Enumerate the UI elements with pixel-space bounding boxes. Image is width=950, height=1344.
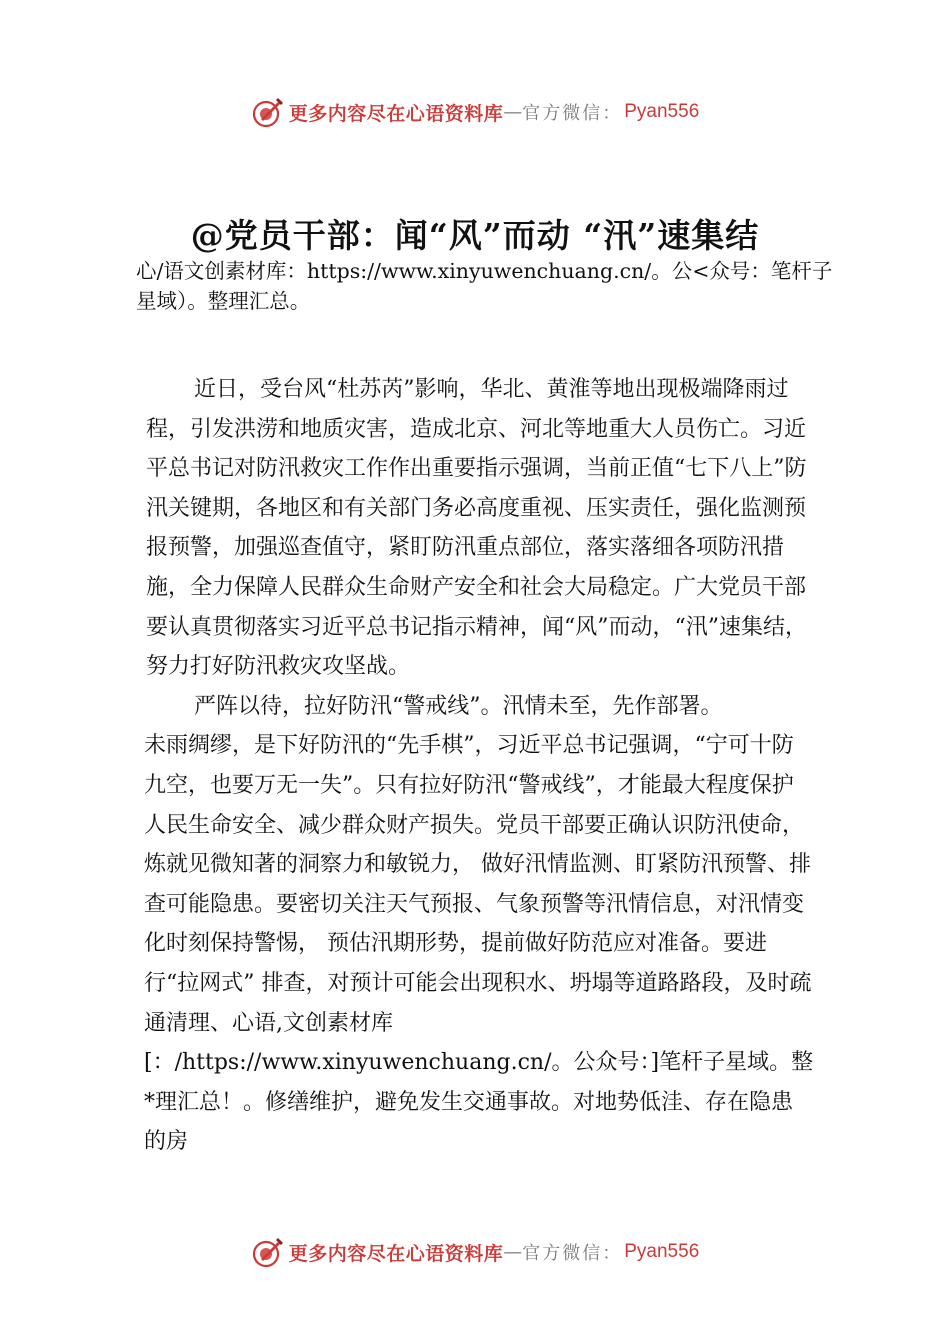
wechat-account: Pyan556 bbox=[624, 101, 700, 122]
quill-pen-circle-icon bbox=[251, 1235, 285, 1269]
document-body bbox=[146, 370, 814, 1162]
document-title: @党员干部：闻“风”而动 “汛”速集结 bbox=[190, 216, 760, 255]
paragraph: 近日，受台风“杜苏芮”影响，华北、黄淮等地出现极端降雨过程，引发洪涝和地质灾害，造成北京、河北等地重大人员伤亡。习近平总书记对防汛救灾工作作出重要指示强调，当前正值“七下八上”防汛关键期，各地区和有关部门务必高度重视、压实责任，强化监测预报预警，加强巡查值守，紧盯防汛重点部位，落实落细各项防汛措施，全力保障人民群众生命财产安全和社会大局稳定。广大党员干部要认真贯彻落实习近平总书记指示精神，闻“风”而动，“汛”速集结，努力打好防汛救灾攻坚战。 bbox=[146, 377, 807, 680]
wechat-label: 官方微信： bbox=[522, 103, 623, 124]
header-watermark-banner bbox=[0, 92, 950, 132]
banner-separator: — bbox=[503, 1241, 523, 1263]
banner-separator: — bbox=[503, 101, 523, 123]
quill-pen-circle-icon bbox=[251, 95, 285, 129]
brand-text: 更多内容尽在心语资料库 bbox=[288, 1242, 504, 1265]
footer-watermark-banner bbox=[0, 1232, 950, 1272]
section-heading-paragraph: 严阵以待，拉好防汛“警戒线”。汛情未至，先作部署。 bbox=[194, 693, 723, 719]
paragraph: 未雨绸缪，是下好防汛的“先手棋”，习近平总书记强调，“宁可十防九空，也要万无一失”。只有拉好防汛“警戒线”，才能最大程度保护人民生命安全、减少群众财产损失。党员干部要正确认识防汛使命，炼就见微知著的洞察力和敏锐力， 做好汛情监测、盯紧防汛预警、排查可能隐患。要密切关注天气预报、气象预警等汛情信息，对汛情变化时刻保持警惕， 预估汛期形势，提前做好防范应对准备。要进行“拉网式” 排查，对预计可能会出现积水、坍塌等道路路段，及时疏通清理、心语,文创素材库[：/https://www.xinyuwenchuang.cn/。公众号：]笔杆子星域。整*理汇总！。修缮维护，避免发生交通事故。对地势低洼、存在隐患的房 bbox=[144, 733, 814, 1155]
brand-text: 更多内容尽在心语资料库 bbox=[288, 102, 504, 125]
wechat-label: 官方微信： bbox=[522, 1243, 623, 1264]
wechat-account: Pyan556 bbox=[624, 1241, 700, 1262]
source-note: 心/语文创素材库：https://www.xinyuwenchuang.cn/。公<众号：笔杆子星域）。整理汇总。 bbox=[136, 259, 833, 313]
